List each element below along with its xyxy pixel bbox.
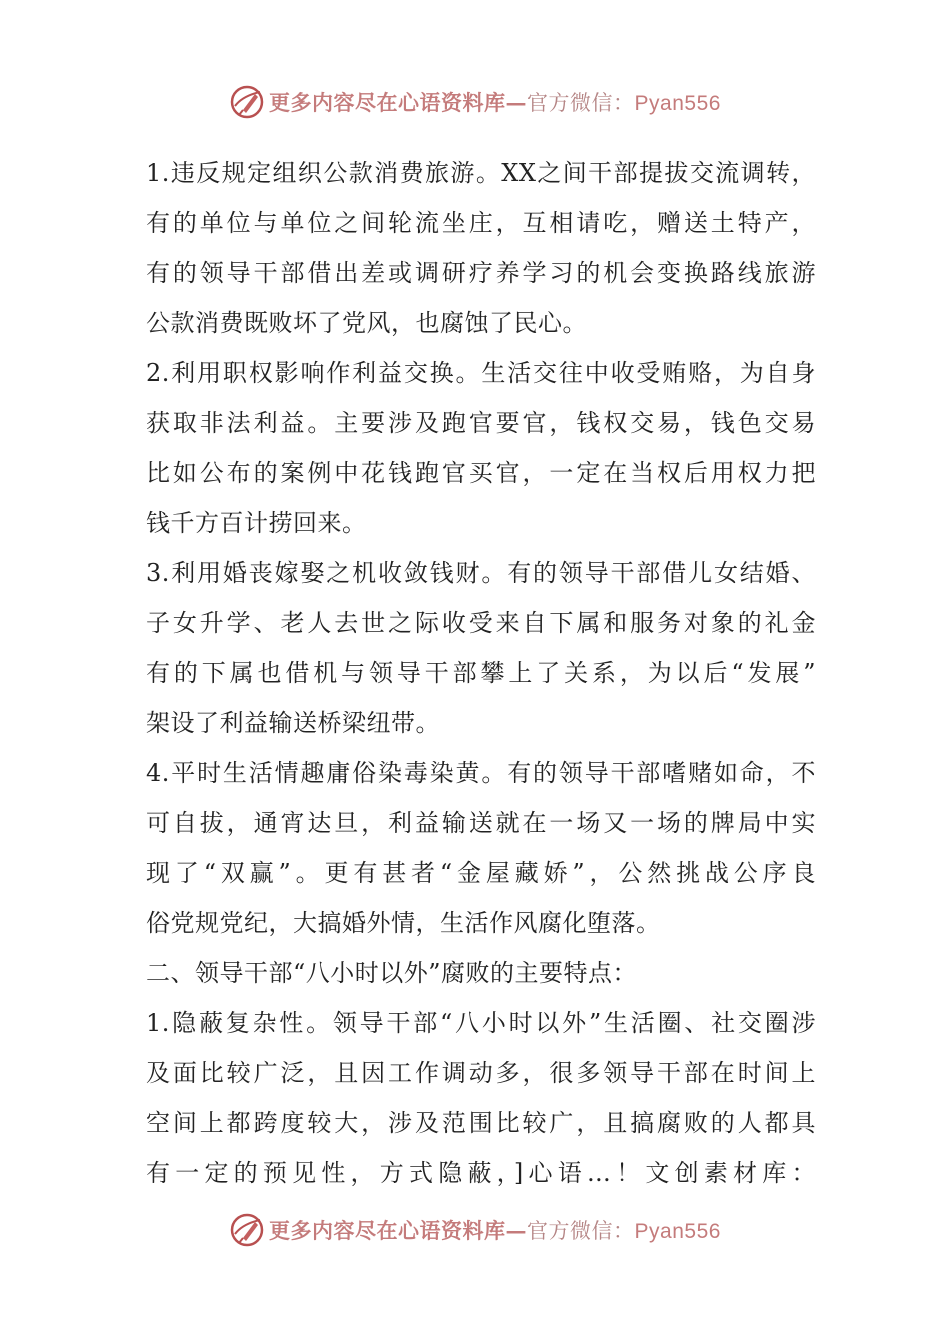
text-line: 获取非法利益。主要涉及跑官要官，钱权交易，钱色交易 xyxy=(146,409,816,437)
text-line: 有一定的预见性，方式隐蔽，]心语…！文创素材库： xyxy=(146,1159,816,1187)
document-body xyxy=(146,148,816,1198)
text-line: 俗党规党纪，大搞婚外情，生活作风腐化堕落。 xyxy=(146,909,661,937)
text-line: 子女升学、老人去世之际收受来自下属和服务对象的礼金 xyxy=(146,609,816,637)
text-line: 3.利用婚丧嫁娶之机收敛钱财。有的领导干部借儿女结婚、 xyxy=(146,559,816,587)
watermark-brand: 更多内容尽在心语资料库— xyxy=(269,1218,528,1243)
section-heading: 二、领导干部“八小时以外”腐败的主要特点： xyxy=(146,959,638,987)
watermark-text xyxy=(269,87,721,117)
text-line: 2.利用职权影响作利益交换。生活交往中收受贿赂，为自身 xyxy=(146,359,816,387)
text-line: 有的领导干部借出差或调研疗养学习的机会变换路线旅游 xyxy=(146,259,816,287)
watermark-header xyxy=(0,80,950,124)
pen-nib-logo-icon xyxy=(229,84,265,120)
text-line: 现了“双赢”。更有甚者“金屋藏娇”，公然挑战公序良 xyxy=(146,859,816,887)
text-line: 4.平时生活情趣庸俗染毒染黄。有的领导干部嗜赌如命，不 xyxy=(146,759,816,787)
text-line: 有的下属也借机与领导干部攀上了关系，为以后“发展” xyxy=(146,659,816,687)
text-line: 可自拔，通宵达旦，利益输送就在一场又一场的牌局中实 xyxy=(146,809,816,837)
text-line: 钱千方百计捞回来。 xyxy=(146,509,367,537)
text-line: 及面比较广泛，且因工作调动多，很多领导干部在时间上 xyxy=(146,1059,816,1087)
watermark-brand: 更多内容尽在心语资料库— xyxy=(269,90,528,115)
text-line: 1.违反规定组织公款消费旅游。XX之间干部提拔交流调转， xyxy=(146,159,816,187)
watermark-wechat-label: 官方微信： xyxy=(527,1219,635,1243)
pen-nib-logo-icon xyxy=(229,1212,265,1248)
text-line: 比如公布的案例中花钱跑官买官，一定在当权后用权力把 xyxy=(146,459,816,487)
watermark-wechat-label: 官方微信： xyxy=(527,91,635,115)
text-line: 1.隐蔽复杂性。领导干部“八小时以外”生活圈、社交圈涉 xyxy=(146,1009,816,1037)
text-line: 公款消费既败坏了党风，也腐蚀了民心。 xyxy=(146,309,587,337)
watermark-wechat-id: Pyan556 xyxy=(634,1220,721,1243)
watermark-wechat-id: Pyan556 xyxy=(634,92,721,115)
text-line: 有的单位与单位之间轮流坐庄，互相请吃，赠送土特产， xyxy=(146,209,816,237)
watermark-text xyxy=(269,1215,721,1245)
watermark-footer xyxy=(0,1208,950,1252)
text-line: 架设了利益输送桥梁纽带。 xyxy=(146,709,440,737)
text-line: 空间上都跨度较大，涉及范围比较广，且搞腐败的人都具 xyxy=(146,1109,816,1137)
